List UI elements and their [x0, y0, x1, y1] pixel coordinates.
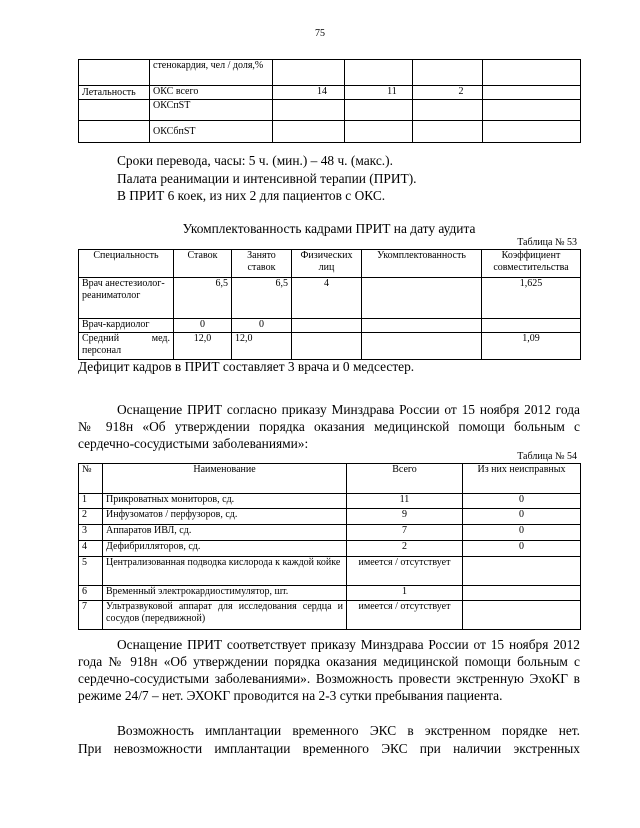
row-name: Аппаратов ИВЛ, сд.	[103, 525, 347, 541]
table-row	[79, 541, 581, 557]
row-num: 3	[79, 525, 103, 541]
cell	[483, 100, 581, 121]
row-broken	[463, 586, 581, 601]
row-total: 7	[347, 525, 463, 541]
cell: 1,09	[482, 333, 581, 360]
row-num: 2	[79, 509, 103, 525]
row-num: 7	[79, 601, 103, 630]
table-row	[79, 586, 581, 601]
row-num: 6	[79, 586, 103, 601]
cell	[292, 319, 362, 333]
row-num: 4	[79, 541, 103, 557]
conclusion-continued: При невозможности имплантации временного ЭКС при наличии экстренных	[78, 741, 580, 756]
cell	[483, 121, 581, 143]
cell: 11	[345, 86, 413, 100]
cell	[345, 100, 413, 121]
table-row	[79, 601, 581, 630]
col-zanyato: Занято ставок	[232, 250, 292, 278]
specialty-word: Средний	[82, 333, 120, 344]
cell	[483, 86, 581, 100]
specialty-word: персонал	[82, 345, 122, 356]
row-sub: ОКСбпST	[150, 121, 273, 143]
row-sub: ОКС всего	[150, 86, 273, 100]
table54-label: Таблица № 54	[517, 451, 577, 462]
cell	[362, 278, 482, 319]
cell	[362, 319, 482, 333]
table-row	[79, 278, 581, 319]
col-num: №	[79, 464, 103, 494]
conclusion-equipment: Оснащение ПРИТ соответствует приказу Минздрава России от 15 ноября 2012 года № 918н «Об утверждении порядка оказания медицинской помощи больным с сердечно-сосудистыми заболеваниями». Возможность провести экстренную ЭхоКГ в режиме 24/7 – нет. ЭХОКГ проводится на 2-3 сутки пребывания пациента.	[78, 637, 580, 703]
deficit-text: Дефицит кадров в ПРИТ составляет 3 врача и 0 медсестер.	[78, 359, 415, 374]
transfer-times: Сроки перевода, часы: 5 ч. (мин.) – 48 ч. (макс.).	[117, 153, 393, 168]
cell	[292, 333, 362, 360]
row-label	[79, 100, 150, 121]
icu-title-line: Палата реанимации и интенсивной терапии (ПРИТ).	[117, 171, 417, 186]
row-name: Централизованная подводка кислорода к каждой койке	[103, 557, 347, 586]
row-broken	[463, 601, 581, 630]
row-name: Прикроватных мониторов, сд.	[103, 494, 347, 509]
row-sub: стенокардия, чел / доля,%	[150, 60, 273, 86]
row-num: 1	[79, 494, 103, 509]
cell	[362, 333, 482, 360]
specialty-word: мед.	[151, 333, 170, 344]
cell	[273, 121, 345, 143]
table-row	[79, 86, 581, 100]
table-row	[79, 509, 581, 525]
cell: 14	[273, 86, 345, 100]
row-total: 9	[347, 509, 463, 525]
row-name: Инфузоматов / перфузоров, сд.	[103, 509, 347, 525]
col-complete: Укомплектованность	[362, 250, 482, 278]
row-label	[79, 121, 150, 143]
cell: 12,0	[232, 333, 292, 360]
table-header-row	[79, 464, 581, 494]
cell: 1,625	[482, 278, 581, 319]
row-broken	[463, 557, 581, 586]
col-specialty: Специальность	[79, 250, 174, 278]
col-broken: Из них неисправных	[463, 464, 581, 494]
specialty-cell	[79, 333, 174, 360]
col-total: Всего	[347, 464, 463, 494]
equipment-table	[78, 463, 581, 630]
row-broken: 0	[463, 494, 581, 509]
table-row	[79, 494, 581, 509]
specialty-cell: Врач-кардиолог	[79, 319, 174, 333]
mortality-table	[78, 59, 581, 143]
row-total: 11	[347, 494, 463, 509]
col-name: Наименование	[103, 464, 347, 494]
equipment-intro: Оснащение ПРИТ согласно приказу Минздрава России от 15 ноября 2012 года № 918н «Об утверждении порядка оказания медицинской помощи больным с сердечно-сосудистыми заболеваниями»:	[78, 402, 580, 451]
table-row	[79, 333, 581, 360]
staffing-table	[78, 249, 581, 360]
cell: 6,5	[174, 278, 232, 319]
cell: 12,0	[174, 333, 232, 360]
cell: 0	[232, 319, 292, 333]
row-sub: ОКСпST	[150, 100, 273, 121]
table-row	[79, 557, 581, 586]
cell: 2	[413, 86, 483, 100]
row-name: Временный электрокардиостимулятор, шт.	[103, 586, 347, 601]
row-label	[79, 60, 150, 86]
cell	[273, 60, 345, 86]
row-broken: 0	[463, 509, 581, 525]
row-total: имеется / отсутствует	[347, 601, 463, 630]
beds-line: В ПРИТ 6 коек, из них 2 для пациентов с ОКС.	[117, 188, 386, 203]
table-row	[79, 60, 581, 86]
cell	[413, 121, 483, 143]
row-broken: 0	[463, 525, 581, 541]
cell	[482, 319, 581, 333]
cell: 0	[174, 319, 232, 333]
col-coef: Коэффициент совместительства	[482, 250, 581, 278]
row-total: 2	[347, 541, 463, 557]
col-physical: Физических лиц	[292, 250, 362, 278]
table53-label: Таблица № 53	[517, 237, 577, 248]
row-total: 1	[347, 586, 463, 601]
row-label: Летальность	[79, 86, 150, 100]
table-row	[79, 121, 581, 143]
row-total: имеется / отсутствует	[347, 557, 463, 586]
row-name: Ультразвуковой аппарат для исследования сердца и сосудов (передвижной)	[103, 601, 347, 630]
cell	[345, 121, 413, 143]
cell	[413, 60, 483, 86]
cell	[273, 100, 345, 121]
col-stavok: Ставок	[174, 250, 232, 278]
page-number: 75	[315, 28, 325, 39]
conclusion-pacing: Возможность имплантации временного ЭКС в экстренном порядке нет.	[117, 723, 580, 738]
row-broken: 0	[463, 541, 581, 557]
table-row	[79, 319, 581, 333]
row-num: 5	[79, 557, 103, 586]
table-header-row	[79, 250, 581, 278]
row-name: Дефибрилляторов, сд.	[103, 541, 347, 557]
cell	[413, 100, 483, 121]
cell: 6,5	[232, 278, 292, 319]
table-row	[79, 525, 581, 541]
cell: 4	[292, 278, 362, 319]
cell	[483, 60, 581, 86]
table-row	[79, 100, 581, 121]
specialty-cell: Врач анестезиолог-реаниматолог	[79, 278, 174, 319]
cell	[345, 60, 413, 86]
table53-caption: Укомплектованность кадрами ПРИТ на дату аудита	[182, 221, 476, 236]
